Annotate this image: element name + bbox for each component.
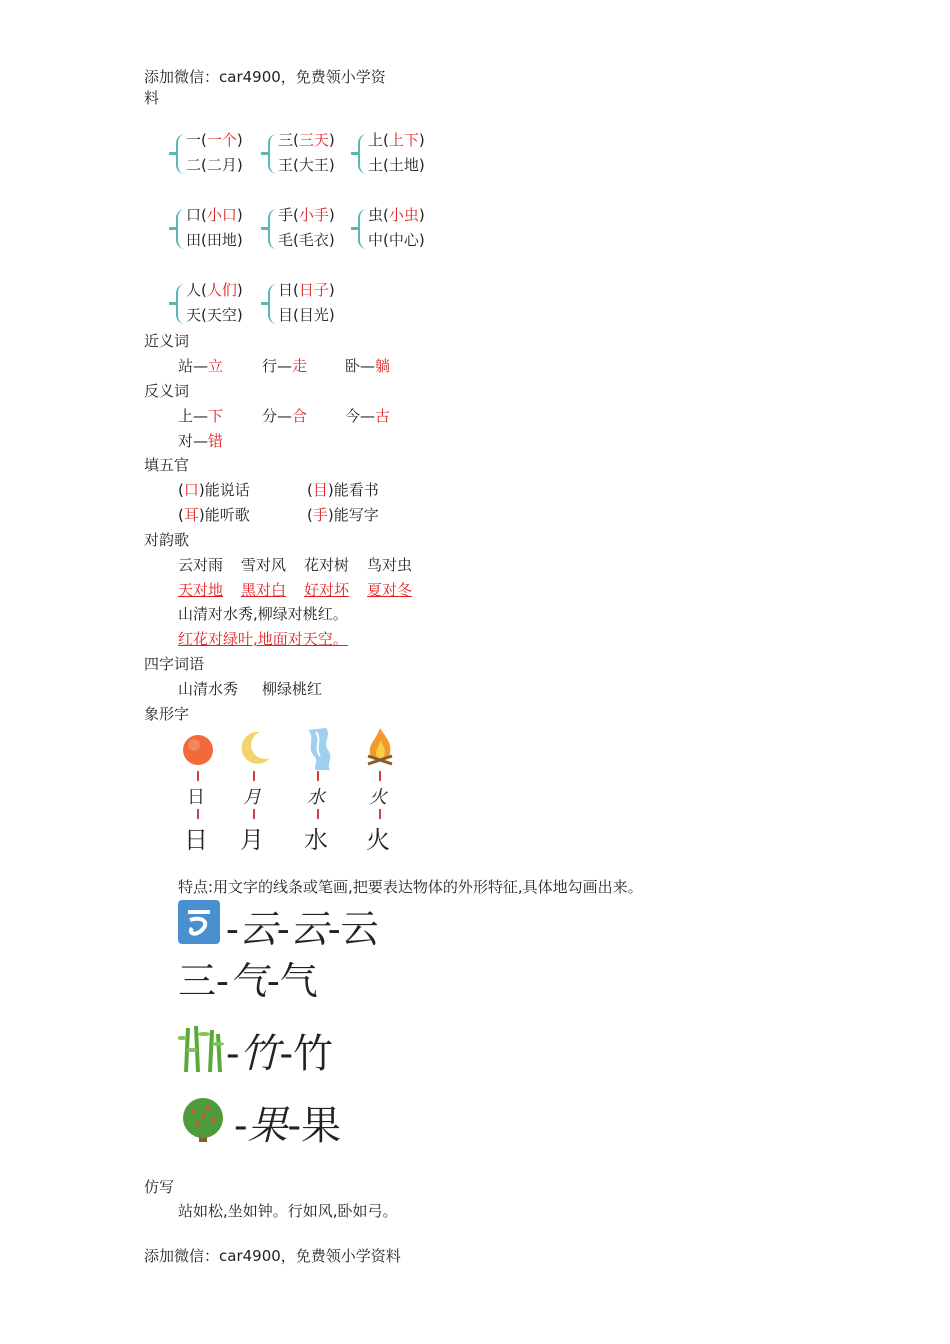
modern-char-fire: 火 xyxy=(366,826,390,854)
word-group-row: 人(人们) xyxy=(186,281,243,299)
imitate-title: 仿写 xyxy=(144,1178,175,1196)
imitate-text: 站如松,坐如钟。行如风,卧如弓。 xyxy=(178,1202,398,1220)
pictograph-feature: 特点:用文字的线条或笔画,把要表达物体的外形特征,具体地勾画出来。 xyxy=(178,878,643,896)
four-char-item-1: 山清水秀 xyxy=(178,680,239,698)
four-char-item-2: 柳绿桃红 xyxy=(262,680,323,698)
modern-char-sun: 日 xyxy=(184,826,208,854)
brace xyxy=(268,284,278,324)
moon-icon xyxy=(234,728,274,768)
four-char-title: 四字词语 xyxy=(144,655,205,673)
word-group-row: 手(小手) xyxy=(278,206,335,224)
word-group-row: 土(土地) xyxy=(368,156,425,174)
sun-icon xyxy=(180,732,216,768)
word-group xyxy=(278,128,335,178)
rhyme-line-3: 山清对水秀,柳绿对桃红。 xyxy=(178,605,348,623)
senses-title: 填五官 xyxy=(144,456,190,474)
water-icon xyxy=(302,726,338,770)
word-group-row: 上(上下) xyxy=(368,131,425,149)
pictographs-title: 象形字 xyxy=(144,705,190,723)
cloud-icon xyxy=(178,900,220,944)
pictograph-arrow xyxy=(197,809,199,819)
pictograph-arrow xyxy=(317,809,319,819)
footer-watermark: 添加微信：car4900，免费领小学资料 xyxy=(144,1247,401,1265)
antonyms-title: 反义词 xyxy=(144,382,190,400)
rhyme-line-4: 红花对绿叶,地面对天空。 xyxy=(178,630,348,648)
word-group-row: 一(一个) xyxy=(186,131,243,149)
modern-char-water: 水 xyxy=(304,826,328,854)
synonym-item-3: 卧—躺 xyxy=(345,357,391,375)
ancient-glyph-moon: 月 xyxy=(243,787,261,808)
senses-item-4: (手)能写字 xyxy=(307,506,379,524)
evolution-row-fruit: -果-果 xyxy=(234,1103,342,1149)
senses-item-1: (口)能说话 xyxy=(178,481,250,499)
synonym-item-1: 站—立 xyxy=(178,357,224,375)
antonym-item-2: 分—合 xyxy=(262,407,308,425)
tree-icon xyxy=(178,1096,228,1146)
header-line-2: 料 xyxy=(144,89,160,107)
modern-char-moon: 月 xyxy=(240,826,264,854)
word-group-row: 口(小口) xyxy=(186,206,243,224)
word-group-row: 王(大王) xyxy=(278,156,335,174)
pictograph-arrow xyxy=(317,771,319,781)
pictograph-arrow xyxy=(253,771,255,781)
ancient-glyph-sun: 日 xyxy=(187,787,205,808)
pictograph-arrow xyxy=(379,771,381,781)
word-group xyxy=(186,203,243,253)
word-group-row: 虫(小虫) xyxy=(368,206,425,224)
pictograph-arrow xyxy=(379,809,381,819)
pictograph-arrow xyxy=(197,771,199,781)
word-group xyxy=(186,128,243,178)
antonym-item-4: 对—错 xyxy=(178,432,224,450)
rhyme-line-2: 天对地 黑对白 好对坏 夏对冬 xyxy=(178,581,413,599)
word-group-row: 毛(毛衣) xyxy=(278,231,335,249)
word-group-row: 天(天空) xyxy=(186,306,243,324)
ancient-glyph-water: 水 xyxy=(307,787,325,808)
header-watermark xyxy=(144,66,386,108)
word-group-row: 三(三天) xyxy=(278,131,335,149)
ancient-glyph-fire: 火 xyxy=(369,787,387,808)
evolution-row-bamboo: -竹-竹 xyxy=(226,1031,334,1077)
antonym-item-3: 今—古 xyxy=(345,407,391,425)
brace xyxy=(358,209,368,249)
header-line-1: 添加微信：car4900，免费领小学资 xyxy=(144,68,386,86)
word-group-row: 二(二月) xyxy=(186,156,243,174)
brace xyxy=(268,134,278,174)
brace xyxy=(358,134,368,174)
word-group-row: 日(日子) xyxy=(278,281,335,299)
word-group xyxy=(186,278,243,328)
word-group xyxy=(278,203,335,253)
senses-item-2: (目)能看书 xyxy=(307,481,379,499)
antonym-item-1: 上—下 xyxy=(178,407,224,425)
brace xyxy=(176,209,186,249)
brace xyxy=(176,284,186,324)
synonym-item-2: 行—走 xyxy=(262,357,308,375)
word-group xyxy=(278,278,335,328)
rhyme-line-1: 云对雨 雪对风 花对树 鸟对虫 xyxy=(178,556,413,574)
senses-item-3: (耳)能听歌 xyxy=(178,506,250,524)
brace xyxy=(268,209,278,249)
synonyms-title: 近义词 xyxy=(144,332,190,350)
evolution-row-qi: 三-气-气 xyxy=(178,959,318,1003)
brace xyxy=(176,134,186,174)
bamboo-icon xyxy=(178,1024,224,1072)
word-group-row: 目(目光) xyxy=(278,306,335,324)
evolution-row-cloud: -云-云-云 xyxy=(226,907,379,951)
word-group-row: 田(田地) xyxy=(186,231,243,249)
word-group xyxy=(368,128,425,178)
fire-icon xyxy=(362,726,398,770)
word-group xyxy=(368,203,425,253)
word-group-row: 中(中心) xyxy=(368,231,425,249)
rhyme-title: 对韵歌 xyxy=(144,531,190,549)
pictograph-arrow xyxy=(253,809,255,819)
